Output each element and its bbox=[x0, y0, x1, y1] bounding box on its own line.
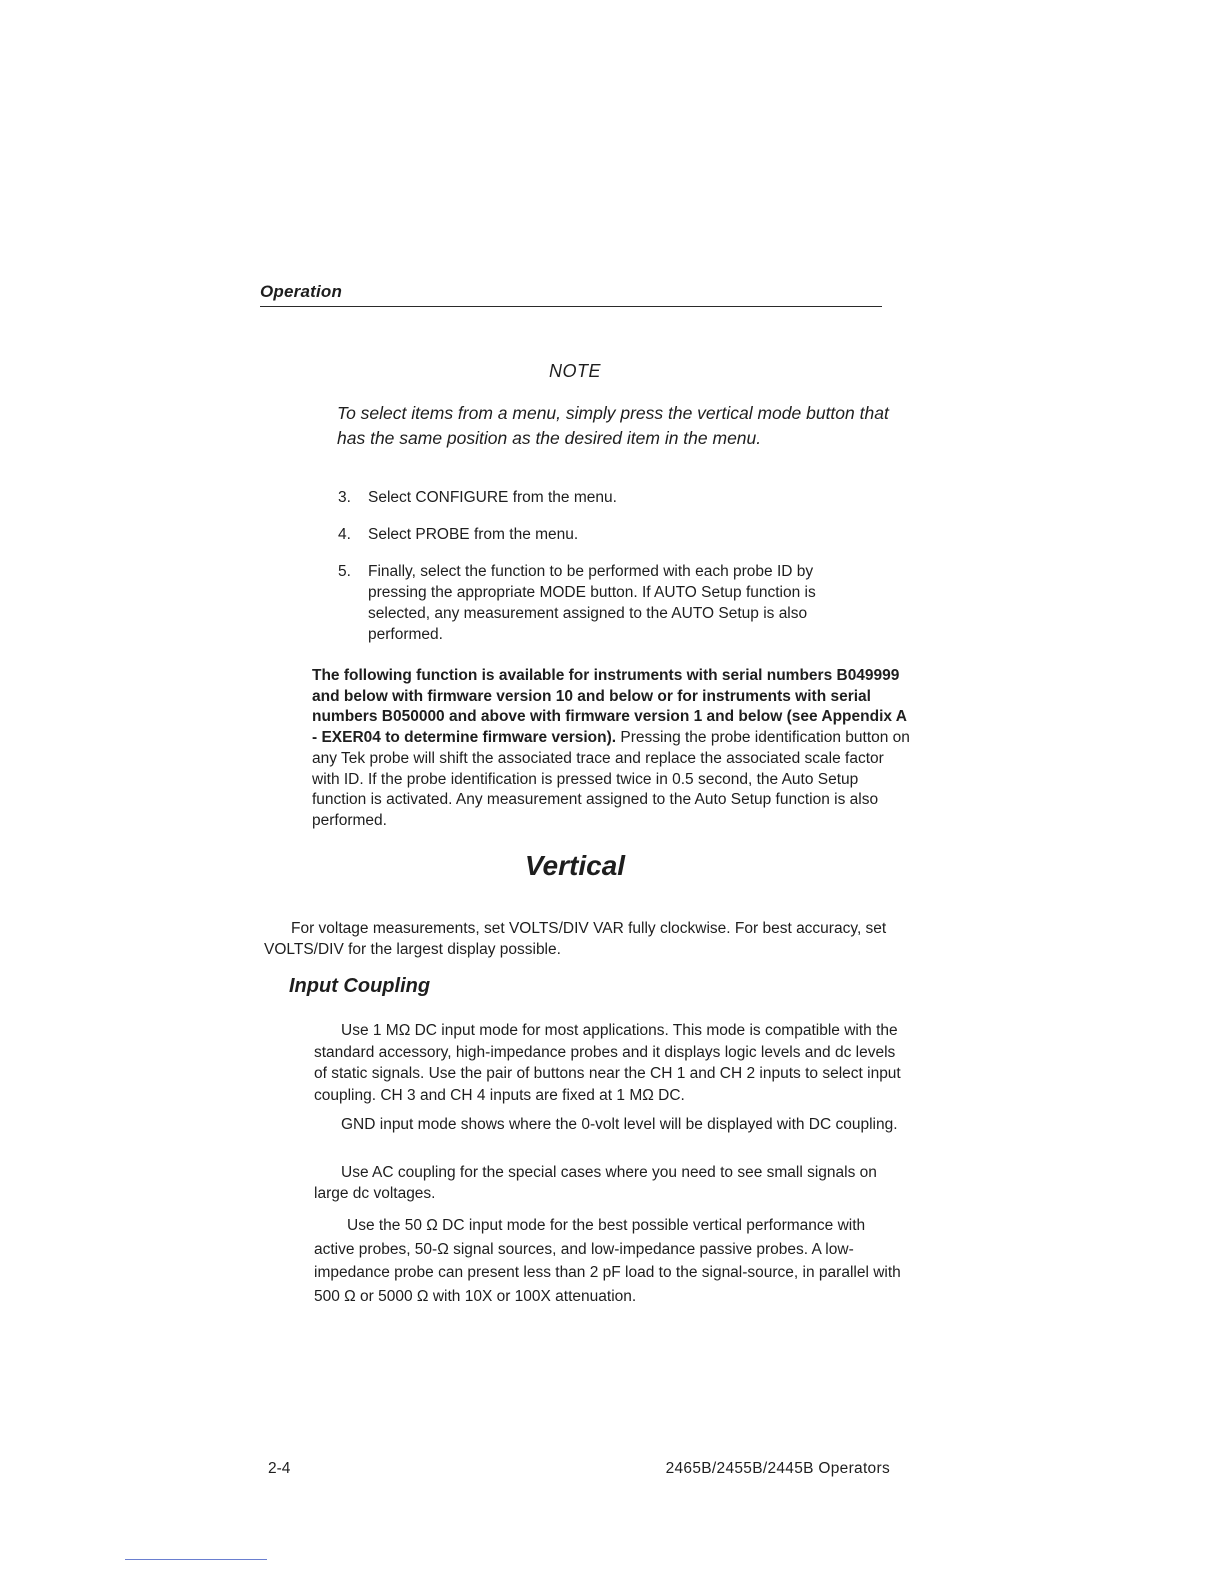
step-number: 3. bbox=[338, 489, 351, 506]
coupling-paragraph-text: Use the 50 Ω DC input mode for the best possible vertical performance with active probes, 50-Ω signal sources, and low-impedance passive probes. A low-impedance probe can present less than 2 pF load to the signal-source, in parallel with 500 Ω or 5000 Ω with 10X or 100X attenuation. bbox=[314, 1217, 901, 1305]
coupling-paragraph-text: GND input mode shows where the 0-volt level will be displayed with DC coupling. bbox=[341, 1116, 898, 1133]
firmware-note-paragraph bbox=[312, 666, 912, 832]
subsection-title-input-coupling: Input Coupling bbox=[289, 975, 431, 997]
step-item bbox=[338, 561, 858, 645]
coupling-paragraph bbox=[314, 1020, 904, 1106]
step-text: Select PROBE from the menu. bbox=[368, 526, 579, 543]
firmware-note-bold: The following function is available for instruments with serial numbers B049999 and below with firmware version 10 and below or for instruments with serial numbers B050000 and above with firmware version 1 and below (see Appendix A - EXER04 to determine firmware version). bbox=[312, 667, 907, 747]
vertical-intro-paragraph bbox=[264, 919, 904, 960]
vertical-intro-text: For voltage measurements, set VOLTS/DIV VAR fully clockwise. For best accuracy, set VOLTS/DIV for the largest display possible. bbox=[264, 920, 887, 958]
step-number: 5. bbox=[338, 563, 351, 580]
coupling-paragraph-text: Use AC coupling for the special cases where you need to see small signals on large dc voltages. bbox=[314, 1164, 877, 1202]
step-item bbox=[338, 487, 858, 508]
header-divider bbox=[260, 306, 882, 307]
coupling-paragraph-text: Use 1 MΩ DC input mode for most applications. This mode is compatible with the standard accessory, high-impedance probes and it displays logic levels and dc levels of static signals. Use the pair of buttons near the CH 1 and CH 2 inputs to select input coupling. CH 3 and CH 4 inputs are fixed at 1 MΩ DC. bbox=[314, 1022, 901, 1104]
procedure-steps bbox=[338, 487, 858, 645]
coupling-paragraph bbox=[314, 1214, 904, 1308]
manual-title: 2465B/2455B/2445B Operators bbox=[665, 1460, 890, 1477]
section-header: Operation bbox=[260, 282, 343, 301]
page-number: 2-4 bbox=[268, 1460, 291, 1477]
step-text: Finally, select the function to be performed with each probe ID by pressing the appropriate MODE button. If AUTO Setup function is selected, any measurement assigned to the AUTO Setup is also performed. bbox=[368, 563, 816, 643]
scan-artifact-line bbox=[125, 1559, 267, 1560]
coupling-paragraph bbox=[314, 1114, 904, 1135]
coupling-paragraph bbox=[314, 1162, 904, 1204]
note-title: NOTE bbox=[548, 361, 601, 381]
step-text: Select CONFIGURE from the menu. bbox=[368, 489, 617, 506]
step-number: 4. bbox=[338, 526, 351, 543]
note-text: To select items from a menu, simply press the vertical mode button that has the same position as the desired item in the menu. bbox=[337, 403, 889, 448]
firmware-note-text: Pressing the probe identification button on any Tek probe will shift the associated trace and replace the associated scale factor with ID. If the probe identification is pressed twice in 0.5 second, the Auto Setup function is activated. Any measurement assigned to the Auto Setup function is also performed. bbox=[312, 729, 910, 829]
section-title-vertical: Vertical bbox=[524, 850, 626, 881]
step-item bbox=[338, 524, 858, 545]
